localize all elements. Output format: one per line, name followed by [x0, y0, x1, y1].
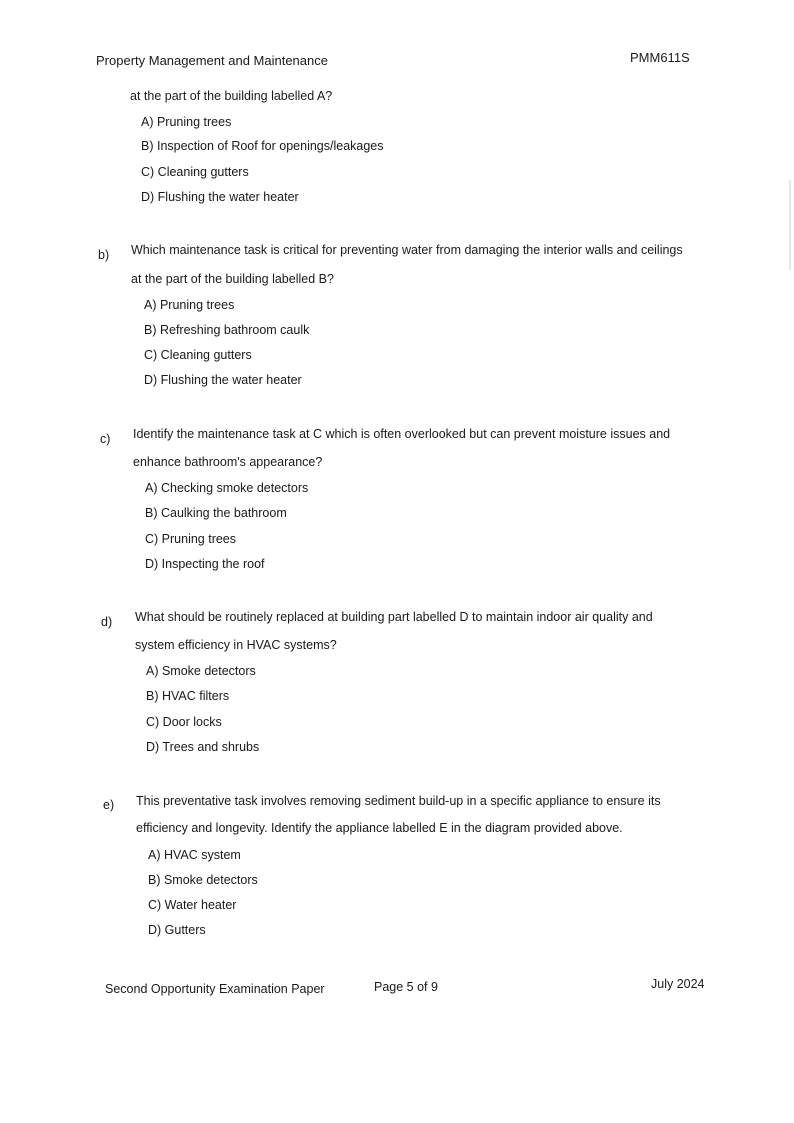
option-b: B) HVAC filters [146, 689, 230, 703]
option-c: C) Door locks [146, 715, 222, 729]
option-a: A) HVAC system [148, 848, 241, 862]
option-b: B) Caulking the bathroom [145, 506, 287, 520]
option-d: D) Flushing the water heater [144, 373, 302, 387]
course-title: Property Management and Maintenance [96, 53, 328, 68]
option-b: B) Smoke detectors [148, 873, 258, 887]
question-letter: e) [103, 798, 115, 812]
scan-edge-right [789, 180, 791, 270]
question-stem-line: This preventative task involves removing sediment build-up in a specific appliance to ensure its [136, 794, 661, 808]
option-b: B) Refreshing bathroom caulk [144, 323, 310, 337]
option-d: D) Flushing the water heater [141, 190, 299, 204]
option-a: A) Checking smoke detectors [145, 481, 309, 495]
footer-paper-name: Second Opportunity Examination Paper [105, 982, 325, 996]
option-b: B) Inspection of Roof for openings/leakages [141, 139, 384, 153]
footer-date: July 2024 [651, 977, 705, 991]
option-d: D) Gutters [148, 923, 206, 937]
question-stem-line: What should be routinely replaced at building part labelled D to maintain indoor air quality and [135, 610, 653, 624]
question-stem-line: Identify the maintenance task at C which is often overlooked but can prevent moisture issues and [133, 427, 671, 441]
option-c: C) Cleaning gutters [141, 165, 249, 179]
option-d: D) Trees and shrubs [146, 740, 260, 754]
option-a: A) Pruning trees [141, 115, 232, 129]
question-stem-line: at the part of the building labelled A? [130, 89, 333, 103]
question-stem-line: enhance bathroom's appearance? [133, 455, 323, 469]
option-c: C) Water heater [148, 898, 237, 912]
footer-page-number: Page 5 of 9 [374, 980, 438, 994]
option-c: C) Cleaning gutters [144, 348, 252, 362]
question-stem-line: efficiency and longevity. Identify the appliance labelled E in the diagram provided above. [136, 821, 623, 835]
question-stem-line: Which maintenance task is critical for preventing water from damaging the interior walls and ceilings [131, 243, 683, 257]
course-code: PMM611S [630, 50, 690, 65]
option-a: A) Smoke detectors [146, 664, 256, 678]
question-letter: d) [101, 615, 113, 629]
option-a: A) Pruning trees [144, 298, 235, 312]
option-c: C) Pruning trees [145, 532, 237, 546]
question-letter: b) [98, 248, 110, 262]
question-stem-line: at the part of the building labelled B? [131, 272, 334, 286]
question-letter: c) [100, 432, 111, 446]
option-d: D) Inspecting the roof [145, 557, 265, 571]
question-stem-line: system efficiency in HVAC systems? [135, 638, 337, 652]
